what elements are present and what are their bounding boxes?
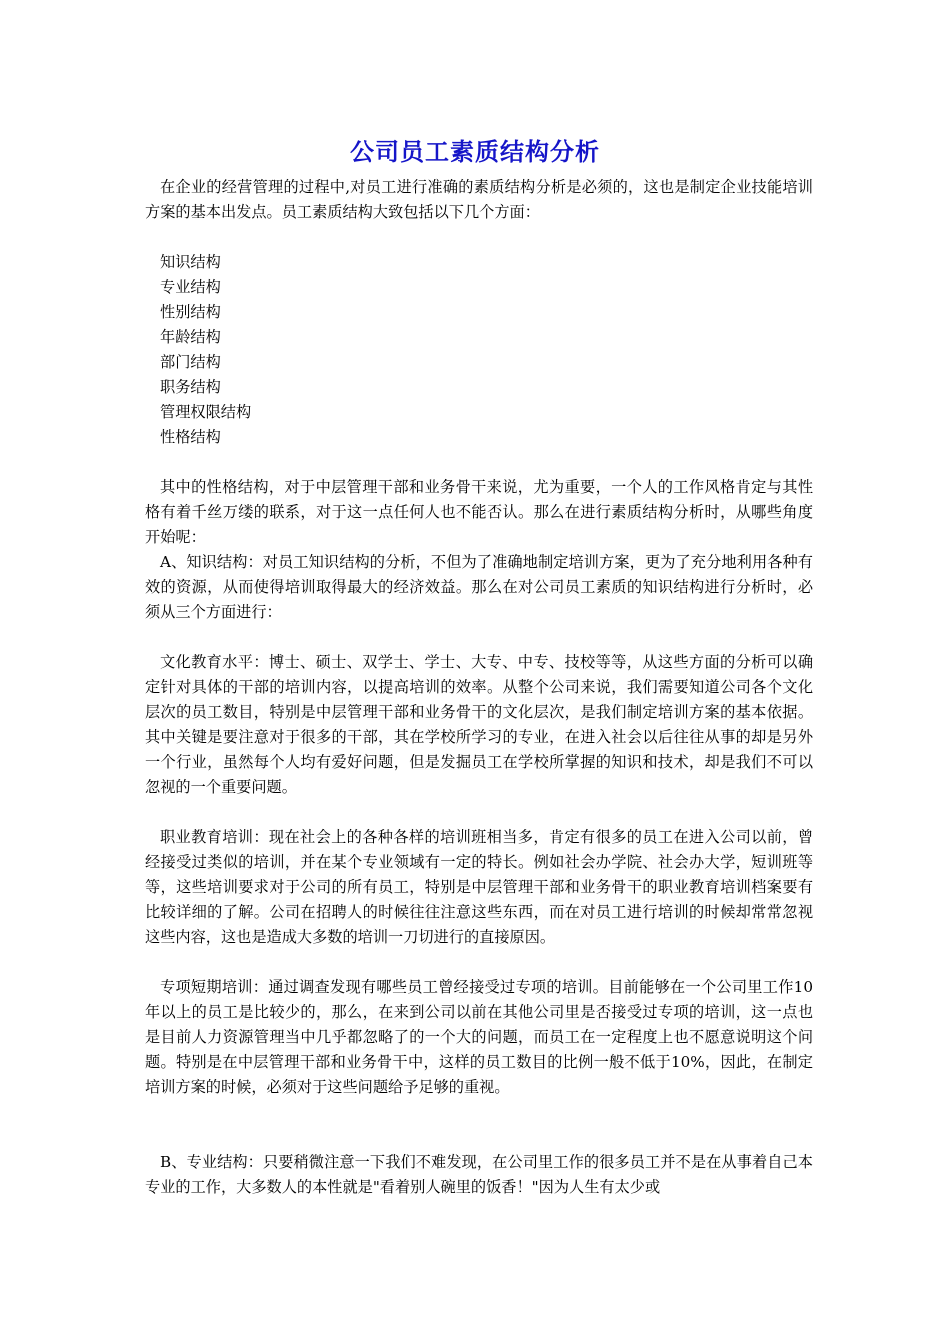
structure-item-authority: 管理权限结构 [160, 403, 252, 421]
spacer [145, 950, 813, 975]
structure-item-personality: 性格结构 [160, 428, 221, 446]
spacer [145, 800, 813, 825]
professional-structure-paragraph: B、专业结构：只要稍微注意一下我们不难发现，在公司里工作的很多员工并不是在从事着自己本专业的工作，大多数人的本性就是"看着别人碗里的饭香！"因为人生有太少或 [145, 1153, 813, 1196]
spacer [145, 1125, 813, 1150]
personality-paragraph: 其中的性格结构，对于中层管理干部和业务骨干来说，尤为重要，一个人的工作风格肯定与其性格有着千丝万缕的联系，对于这一点任何人也不能否认。那么在进行素质结构分析时，从哪些角度开始呢： [145, 478, 813, 546]
knowledge-structure-paragraph: A、知识结构：对员工知识结构的分析，不但为了准确地制定培训方案，更为了充分地利用各种有效的资源，从而使得培训取得最大的经济效益。那么在对公司员工素质的知识结构进行分析时，必须从三个方面进行： [145, 553, 813, 621]
short-term-training-paragraph: 专项短期培训：通过调查发现有哪些员工曾经接受过专项的培训。目前能够在一个公司里工作10年以上的员工是比较少的，那么，在来到公司以前在其他公司里是否接受过专项的培训，这一点也是目前人力资源管理当中几乎都忽略了的一个大的问题，而员工在一定程度上也不愿意说明这个问题。特别是在中层管理干部和业务骨干中，这样的员工数目的比例一般不低于10%，因此，在制定培训方案的时候，必须对于这些问题给予足够的重视。 [145, 978, 813, 1096]
culture-education-paragraph: 文化教育水平：博士、硕士、双学士、学士、大专、中专、技校等等，从这些方面的分析可以确定针对具体的干部的培训内容，以提高培训的效率。从整个公司来说，我们需要知道公司各个文化层次的员工数目，特别是中层管理干部和业务骨干的文化层次，是我们制定培训方案的基本依据。其中关键是要注意对于很多的干部，其在学校所学习的专业，在进入社会以后往往从事的却是另外一个行业，虽然每个人均有爱好问题，但是发掘员工在学校所掌握的知识和技术，却是我们不可以忽视的一个重要问题。 [145, 653, 813, 796]
spacer [145, 225, 813, 250]
structure-item-position: 职务结构 [160, 378, 221, 396]
structure-item-knowledge: 知识结构 [160, 253, 221, 271]
document-body [145, 175, 813, 1200]
structure-list [145, 250, 813, 450]
vocational-training-paragraph: 职业教育培训：现在社会上的各种各样的培训班相当多，肯定有很多的员工在进入公司以前，曾经接受过类似的培训，并在某个专业领域有一定的特长。例如社会办学院、社会办大学，短训班等等，这些培训要求对于公司的所有员工，特别是中层管理干部和业务骨干的职业教育培训档案要有比较详细的了解。公司在招聘人的时候往往注意这些东西，而在对员工进行培训的时候却常常忽视这些内容，这也是造成大多数的培训一刀切进行的直接原因。 [145, 828, 813, 946]
structure-item-professional: 专业结构 [160, 278, 221, 296]
structure-item-department: 部门结构 [160, 353, 221, 371]
document-title: 公司员工素质结构分析 [350, 137, 600, 166]
intro-paragraph: 在企业的经营管理的过程中,对员工进行准确的素质结构分析是必须的，这也是制定企业技能培训方案的基本出发点。员工素质结构大致包括以下几个方面： [145, 178, 813, 221]
structure-item-gender: 性别结构 [160, 303, 221, 321]
spacer [145, 1100, 813, 1125]
structure-item-age: 年龄结构 [160, 328, 221, 346]
spacer [145, 450, 813, 475]
spacer [145, 625, 813, 650]
